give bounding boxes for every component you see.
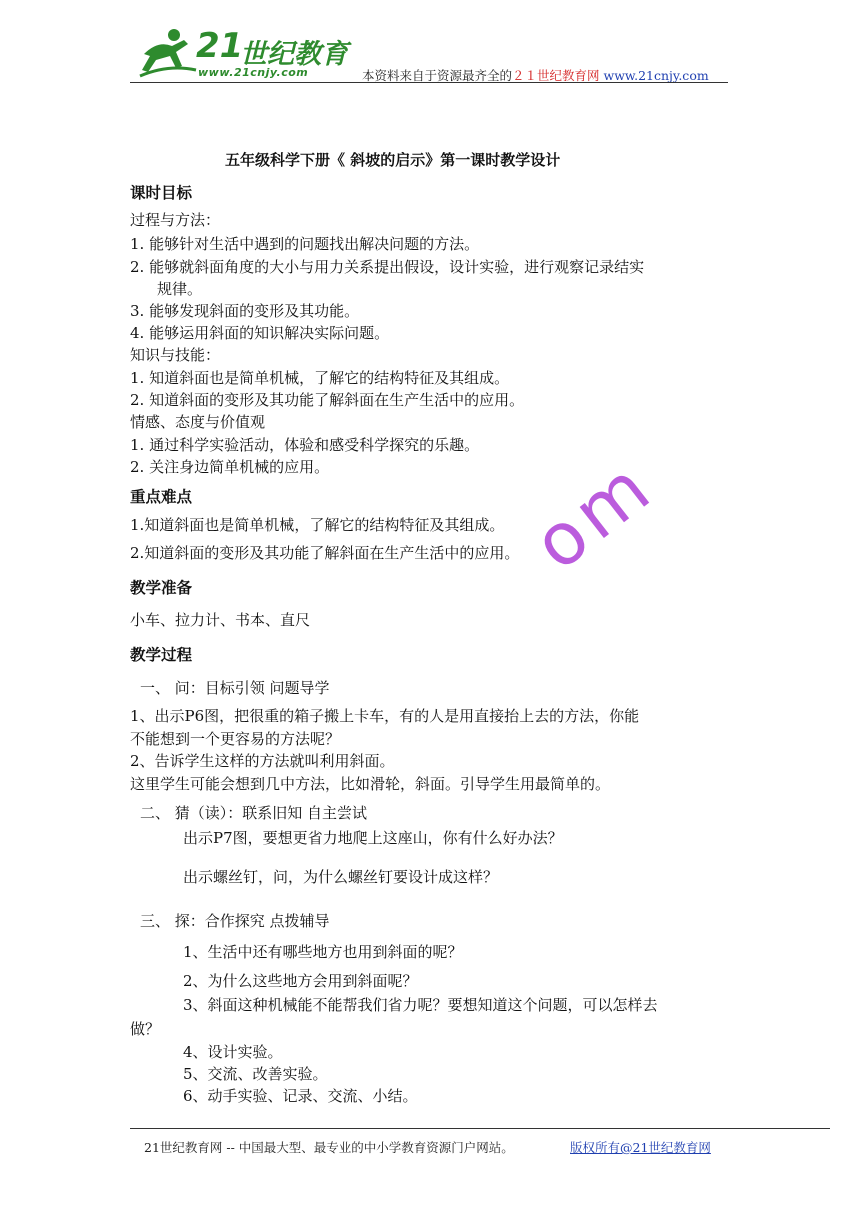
- preparation-heading: 教学准备: [130, 579, 193, 597]
- section-3-line: 3、斜面这种机械能不能帮我们省力呢？要想知道这个问题，可以怎样去: [183, 996, 658, 1014]
- logo-number: 21: [196, 26, 244, 66]
- section-3-line-continuation: 做？: [130, 1020, 161, 1038]
- knowledge-heading: 知识与技能：: [130, 346, 221, 364]
- process-methods-heading: 过程与方法：: [130, 211, 221, 229]
- section-1-heading: 一、 问：目标引领 问题导学: [140, 679, 330, 697]
- header-note-prefix: 本资料来自于资源最齐全的: [362, 68, 513, 83]
- objectives-heading: 课时目标: [130, 184, 193, 202]
- preparation-text: 小车、拉力计、书本、直尺: [130, 611, 311, 629]
- header-divider: [130, 82, 728, 83]
- section-1-line: 不能想到一个更容易的方法呢？: [130, 730, 341, 748]
- process-heading: 教学过程: [130, 646, 193, 664]
- section-3-line: 5、交流、改善实验。: [183, 1065, 328, 1083]
- document-title: 五年级科学下册《 斜坡的启示》第一课时教学设计: [225, 151, 561, 169]
- section-3-heading: 三、 探：合作探究 点拨辅导: [140, 912, 330, 930]
- section-1-line: 2、告诉学生这样的方法就叫利用斜面。: [130, 752, 395, 770]
- section-2-line: 出示P7图，要想更省力地爬上这座山，你有什么好办法？: [183, 829, 563, 847]
- process-item: 2. 能够就斜面角度的大小与用力关系提出假设，设计实验，进行观察记录结实: [130, 258, 645, 276]
- header-note-url[interactable]: www.21cnjy.com: [603, 68, 709, 83]
- section-1-line: 1、出示P6图，把很重的箱子搬上卡车，有的人是用直接抬上去的方法，你能: [130, 707, 640, 725]
- key-points-heading: 重点难点: [130, 488, 193, 506]
- section-3-line: 1、生活中还有哪些地方也用到斜面的呢？: [183, 943, 463, 961]
- footer-copyright-link[interactable]: 版权所有@21世纪教育网: [570, 1140, 711, 1155]
- process-item: 1. 能够针对生活中遇到的问题找出解决问题的方法。: [130, 235, 480, 253]
- runner-logo-icon: [138, 26, 198, 78]
- attitude-heading: 情感、态度与价值观: [130, 413, 266, 431]
- watermark: om: [518, 442, 670, 587]
- section-2-heading: 二、 猜（读）：联系旧知 自主尝试: [140, 804, 368, 822]
- logo-text: 世纪教育: [240, 39, 348, 70]
- knowledge-item: 2. 知道斜面的变形及其功能了解斜面在生产生活中的应用。: [130, 391, 525, 409]
- section-3-line: 4、设计实验。: [183, 1043, 283, 1061]
- section-3-line: 2、为什么这些地方会用到斜面呢？: [183, 972, 418, 990]
- section-1-line: 这里学生可能会想到几中方法，比如滑轮，斜面。引导学生用最简单的。: [130, 775, 611, 793]
- attitude-item: 1. 通过科学实验活动，体验和感受科学探究的乐趣。: [130, 436, 480, 454]
- process-item-continuation: 规律。: [157, 280, 203, 298]
- section-2-line: 出示螺丝钉，问，为什么螺丝钉要设计成这样？: [183, 868, 499, 886]
- key-point-item: 1.知道斜面也是简单机械，了解它的结构特征及其组成。: [130, 516, 505, 534]
- footer-divider: [130, 1128, 830, 1129]
- attitude-item: 2. 关注身边简单机械的应用。: [130, 458, 330, 476]
- section-3-line: 6、动手实验、记录、交流、小结。: [183, 1087, 418, 1105]
- knowledge-item: 1. 知道斜面也是简单机械，了解它的结构特征及其组成。: [130, 369, 510, 387]
- logo-url: www.21cnjy.com: [198, 66, 309, 79]
- process-item: 3. 能够发现斜面的变形及其功能。: [130, 302, 360, 320]
- process-item: 4. 能够运用斜面的知识解决实际问题。: [130, 324, 390, 342]
- key-point-item: 2.知道斜面的变形及其功能了解斜面在生产生活中的应用。: [130, 544, 520, 562]
- header-note-site: ２１世纪教育网: [512, 68, 600, 83]
- footer-text: 21世纪教育网 -- 中国最大型、最专业的中小学教育资源门户网站。: [144, 1140, 514, 1155]
